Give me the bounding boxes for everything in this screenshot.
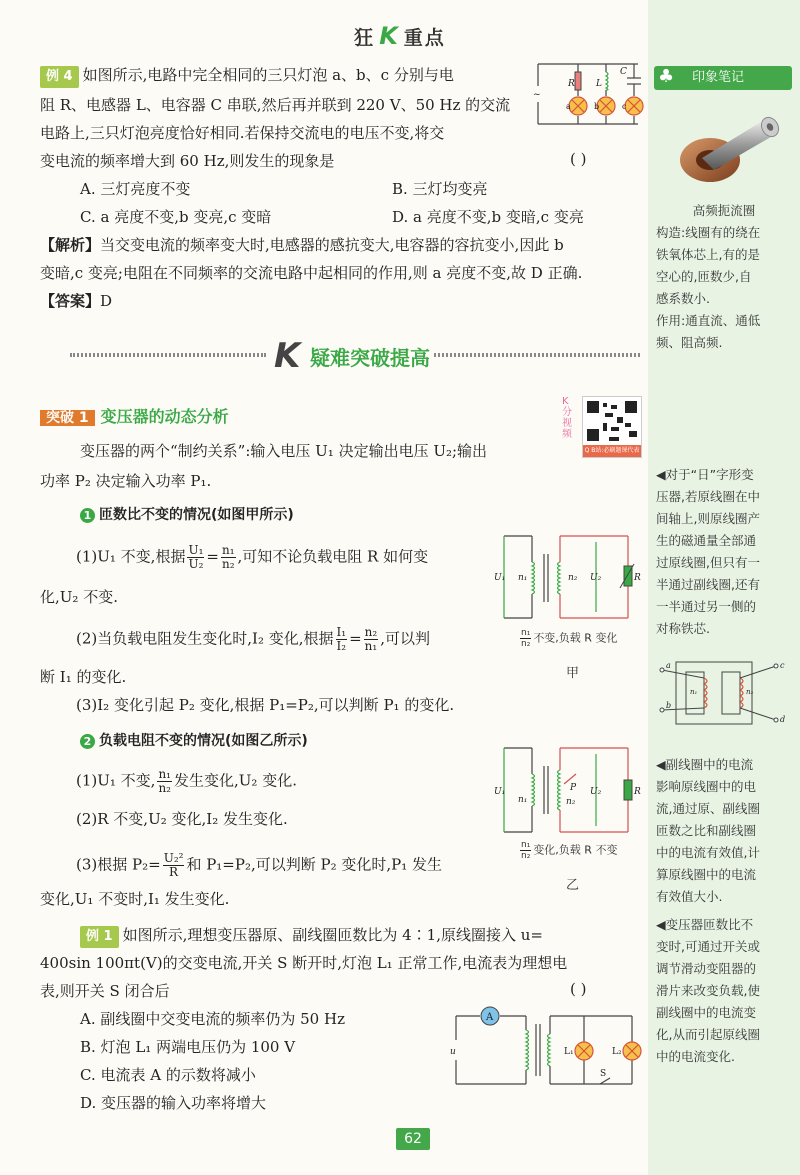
sidebar-transformer-diagram [658, 656, 790, 732]
example1-option-d: D. 变压器的输入功率将增大 [80, 1094, 267, 1112]
figure-yi-label: 乙 [566, 878, 580, 893]
example4-answer-bracket: ( ) [570, 150, 587, 168]
svg-text:b: b [666, 701, 672, 710]
svg-text:c: c [622, 102, 627, 111]
sidebar-note-1: 构造:线圈有的绕在 铁氧体芯上,有的是 空心的,匝数少,自 感系数小. 作用:通直流、通低 频、阻高频. [656, 225, 761, 350]
svg-text:n₂: n₂ [566, 797, 576, 807]
choke-coil-photo [672, 104, 782, 194]
section-divider [70, 336, 640, 376]
ratio-n1-n2-case2: $\frac{\text{n₁}}{\text{n₂}}$ [158, 767, 171, 795]
svg-text:d: d [780, 715, 786, 724]
svg-text:P: P [570, 783, 577, 793]
header-prefix: 狂 [354, 27, 376, 49]
example1-line-3: 表,则开关 S 闭合后 [40, 982, 170, 1000]
svg-text:U₂: U₂ [590, 787, 602, 797]
ratio-u2sq-r: $\frac{\text{U₂²}}{R}$ [163, 851, 184, 879]
case1-line-2: 化,U₂ 不变. [40, 588, 118, 606]
breakthrough-badge: 突破 1 [40, 410, 95, 426]
case1-line-3: (2)当负载电阻发生变化时,I₂ 变化,根据 $\frac{\text{I₁}}{\text{I₂}}$ = $\frac{\text{n₂}}{\text{n₁}}$ ,可以判 [76, 625, 430, 653]
page-number: 62 [396, 1128, 430, 1150]
svg-text:U₂: U₂ [590, 573, 602, 583]
sidebar-title: 印象笔记 [654, 66, 792, 90]
svg-text:C: C [620, 67, 627, 77]
svg-text:u: u [450, 1047, 456, 1057]
video-label: K分视频 [562, 396, 572, 440]
ratio-n1-n2: $\frac{\text{n₁}}{\text{n₂}}$ [221, 543, 235, 571]
svg-text:S: S [600, 1069, 607, 1079]
ratio-i1-i2: $\frac{\text{I₁}}{\text{I₂}}$ [336, 625, 347, 653]
qr-code-icon[interactable] [582, 396, 642, 458]
example4-option-a: A. 三灯亮度不变 [80, 180, 191, 198]
case2-heading: 2 负载电阻不变的情况(如图乙所示) [80, 730, 308, 750]
example1-option-a: A. 副线圈中交变电流的频率仍为 50 Hz [80, 1010, 345, 1028]
svg-text:c: c [780, 661, 785, 670]
svg-text:~: ~ [533, 90, 541, 100]
example1-circuit-diagram [450, 1004, 642, 1096]
case1-line-4: 断 I₁ 的变化. [40, 668, 127, 686]
example1-line-1: 例 1 如图所示,理想变压器原、副线圈匝数比为 4∶1,原线圈接入 u= [80, 924, 543, 948]
intro-line-1: 变压器的两个“制约关系”:输入电压 U₁ 决定输出电压 U₂;输出 [80, 442, 488, 460]
example4-analysis-line-2: 变暗,c 变亮;电阻在不同频率的交流电路中起相同的作用,则 a 亮度不变,故 D 正确. [40, 264, 583, 282]
dotted-rule-left [70, 353, 266, 357]
svg-text:n₂: n₂ [568, 573, 578, 583]
svg-text:U₁: U₁ [494, 787, 506, 797]
svg-text:R: R [634, 787, 641, 797]
example4-line-4: 变电流的频率增大到 60 Hz,则发生的现象是 [40, 152, 335, 170]
qr-caption: Q B站:必刷题课代表 [583, 445, 641, 457]
example1-line-2: 400sin 100πt(V)的交变电流,开关 S 断开时,灯泡 L₁ 正常工作,电流表为理想电 [40, 954, 568, 972]
figure-jia-label: 甲 [566, 666, 580, 681]
svg-text:n₁: n₁ [690, 688, 698, 696]
svg-text:n₁: n₁ [518, 573, 528, 583]
intro-line-2: 功率 P₂ 决定输入功率 P₁. [40, 472, 212, 490]
header-suffix: 重点 [403, 27, 446, 49]
answer-label: 【答案】 [40, 292, 101, 310]
sidebar-note-4: ◀变压器匝数比不 变时,可通过开关或 调节滑动变阻器的 滑片来改变负载,使 副线圈中的电流变 化,从而引起原线圈 中的电流变化. [656, 917, 760, 1064]
figure-jia-caption: $\frac{\text{n₁}}{\text{n₂}}$ 不变,负载 R 变化 [521, 628, 618, 649]
example4-analysis-line-1: 【解析】当交变电流的频率变大时,电感器的感抗变大,电容器的容抗变小,因此 b [40, 236, 564, 254]
sidebar-note-3: ◀副线圈中的电流 影响原线圈中的电 流,通过原、副线圈 匝数之比和副线圈 中的电流有效值,计 算原线圈中的电流 有效值大小. [656, 757, 760, 904]
k-logo-icon: K [274, 336, 301, 376]
page-header [0, 22, 800, 50]
example4-option-d: D. a 亮度不变,b 变暗,c 变亮 [392, 208, 584, 226]
svg-text:L₁: L₁ [564, 1047, 574, 1057]
case2-line-1: (1)U₁ 不变, $\frac{\text{n₁}}{\text{n₂}}$ 发生变化,U₂ 变化. [76, 767, 297, 795]
case1-line-5: (3)I₂ 变化引起 P₂ 变化,根据 P₁=P₂,可以判断 P₁ 的变化. [76, 696, 455, 714]
case1-line-1: (1)U₁ 不变,根据 $\frac{\text{U₁}}{\text{U₂}}$ = $\frac{\text{n₁}}{\text{n₂}}$ ,可知不论负载电阻 R 如何变 [76, 543, 429, 571]
figure-jia-transformer [492, 532, 642, 622]
case2-line-4: 变化,U₁ 不变时,I₁ 发生变化. [40, 890, 230, 908]
svg-text:R: R [568, 79, 575, 89]
example1-tag: 例 1 [80, 926, 119, 948]
analysis-label: 【解析】 [40, 236, 101, 254]
svg-text:b: b [594, 102, 600, 111]
example4-option-c: C. a 亮度不变,b 变亮,c 变暗 [80, 208, 272, 226]
case2-line-3: (3)根据 P₂= $\frac{\text{U₂²}}{R}$ 和 P₁=P₂,可以判断 P₂ 变化时,P₁ 发生 [76, 851, 443, 879]
svg-text:L₂: L₂ [612, 1047, 622, 1057]
answer-value: D [100, 292, 113, 310]
section-title: 疑难突破提高 [310, 346, 430, 370]
breakthrough-title: 变压器的动态分析 [100, 407, 229, 426]
example4-line-2: 阻 R、电感器 L、电容器 C 串联,然后再并联到 220 V、50 Hz 的交流 [40, 96, 511, 114]
figure-yi-caption: $\frac{\text{n₁}}{\text{n₂}}$ 变化,负载 R 不变 [521, 840, 618, 861]
svg-text:R: R [634, 573, 641, 583]
case2-number-icon: 2 [80, 734, 95, 749]
example4-line-3: 电路上,三只灯泡亮度恰好相同.若保持交流电的电压不变,将交 [40, 124, 445, 142]
example1-option-c: C. 电流表 A 的示数将减小 [80, 1066, 256, 1084]
breakthrough-heading [40, 404, 229, 427]
example1-option-b: B. 灯泡 L₁ 两端电压仍为 100 V [80, 1038, 296, 1056]
svg-text:n₁: n₁ [518, 795, 528, 805]
ratio-n2-n1: $\frac{\text{n₂}}{\text{n₁}}$ [364, 625, 378, 653]
example4-option-b: B. 三灯均变亮 [392, 180, 488, 198]
sidebar-note-2: ◀对于“日”字形变 压器,若原线圈在中 间轴上,则原线圈产 生的磁通量全部通 过原线圈,但只有一 半通过副线圈,还有 一半通过另一侧的 对称铁芯. [656, 467, 760, 636]
case1-number-icon: 1 [80, 508, 95, 523]
header-k-logo: K [379, 22, 400, 50]
example1-answer-bracket: ( ) [570, 980, 587, 998]
example4-circuit-diagram [532, 58, 644, 130]
svg-text:a: a [666, 661, 671, 670]
case1-heading: 1 匝数比不变的情况(如图甲所示) [80, 504, 294, 524]
ratio-n1-n2-small-yi: $\frac{\text{n₁}}{\text{n₂}}$ [521, 840, 531, 861]
case2-line-2: (2)R 不变,U₂ 变化,I₂ 发生变化. [76, 810, 288, 828]
svg-text:A: A [486, 1012, 494, 1023]
example4-answer-line [40, 290, 112, 312]
svg-text:U₁: U₁ [494, 573, 506, 583]
choke-coil-caption: 高频扼流圈 [692, 203, 756, 218]
example4-line-1: 例 4 如图所示,电路中完全相同的三只灯泡 a、b、c 分别与电 [40, 64, 454, 88]
svg-text:a: a [566, 102, 571, 111]
svg-text:L: L [596, 79, 602, 89]
svg-text:n₂: n₂ [746, 688, 754, 696]
ratio-n1-n2-small: $\frac{\text{n₁}}{\text{n₂}}$ [521, 628, 531, 649]
ratio-u1-u2: $\frac{\text{U₁}}{\text{U₂}}$ [188, 543, 204, 571]
elephant-icon: ♣ [658, 66, 675, 87]
figure-yi-transformer [492, 744, 642, 836]
dotted-rule-right [434, 353, 640, 357]
example4-tag: 例 4 [40, 66, 79, 88]
